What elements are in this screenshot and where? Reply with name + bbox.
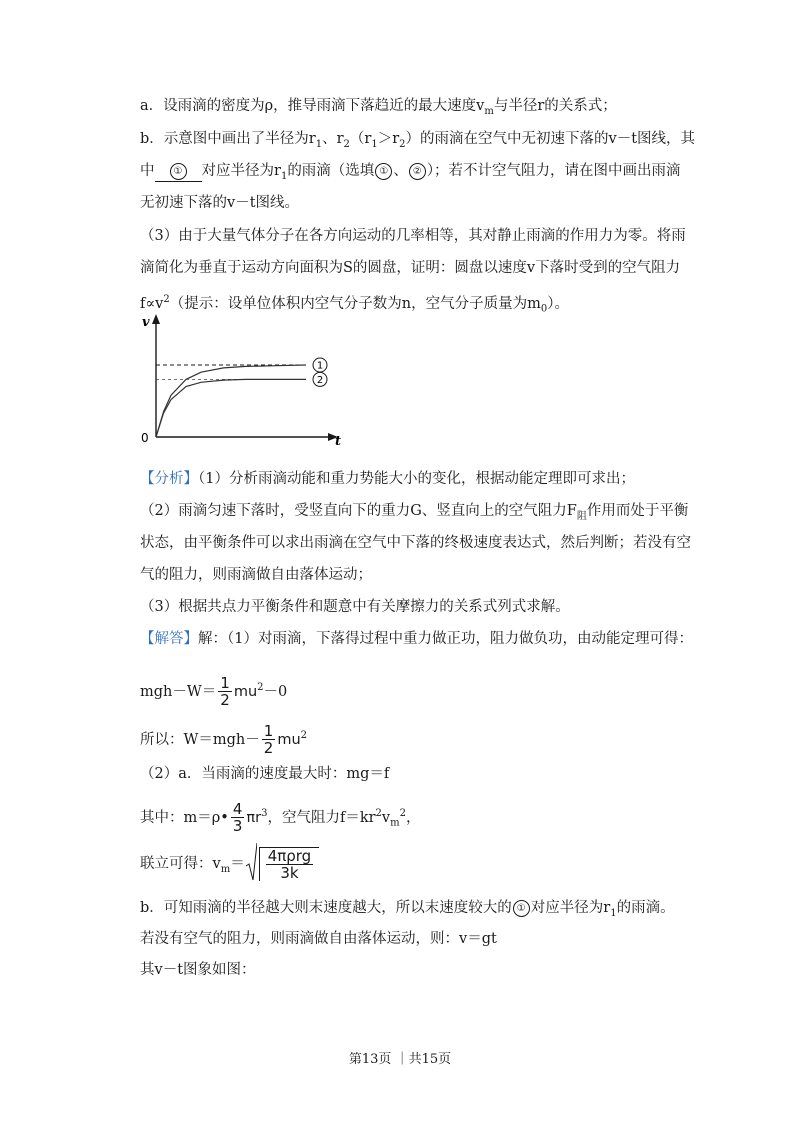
part-2b-line2: 若没有空气的阻力，则雨滴做自由落体运动，则：v＝gt [140, 931, 497, 947]
part-2b-line3: 其v－t图象如图： [140, 962, 256, 978]
curve-2-label [313, 372, 327, 386]
origin-label: 0 [141, 431, 149, 445]
part-2b-line1: b．可知雨滴的半径越大则末速度越大，所以末速度较大的 ① 对应半径为$r_1$的雨滴。 [140, 900, 675, 919]
equation-3: 其中：m＝ρ• $\frac{4}{3}$ $\pi r^3$，空气阻力$f=kr^2v_m^2$， [140, 800, 421, 836]
equation-2: 所以：W＝mgh－ $\frac{1}{2}$ $mu^2$ [140, 722, 308, 758]
analysis-line4: 气的阻力，则雨滴做自由落体运动； [140, 567, 372, 583]
question-3-line2: 滴简化为垂直于运动方向面积为S的圆盘，证明：圆盘以速度v下落时受到的空气阻力 [140, 260, 681, 276]
vt-chart [138, 314, 348, 449]
y-axis-arrow [152, 314, 160, 324]
page-footer: 第13页 ｜共15页 [348, 1052, 452, 1067]
question-b-line3: 无初速下落的v－t图线。 [140, 195, 300, 211]
sqrt-sign [245, 842, 257, 882]
analysis-line3: 状态，由平衡条件可以求出雨滴在空气中下落的终极速度表达式，然后判断；若没有空 [140, 535, 691, 551]
svg-text:2: 2 [316, 374, 324, 386]
analysis-line1: 【分析】（1）分析雨滴动能和重力势能大小的变化，根据动能定理即可求出； [140, 471, 635, 487]
analysis-line2: （2）雨滴匀速下落时，受竖直向下的重力G、竖直向上的空气阻力$F_阻$作用而处于平衡 [140, 503, 689, 522]
answer-blank: ① [155, 161, 202, 182]
question-b-line2: 中 ① 对应半径为$r_1$的雨滴（选填 ① 、 ② ）；若不计空气阻力，请在图中画出雨滴 [140, 163, 681, 182]
sqrt: $\frac{\text{4πρrg}}{3k}$ [245, 844, 322, 884]
part-2a: （2）a．当雨滴的速度最大时：mg＝f [140, 766, 390, 782]
equation-1: mgh－W＝ $\frac{1}{2}$ $mu^2-0$ [140, 674, 288, 710]
solution-line1: 【解答】解：（1）对雨滴，下落得过程中重力做正功，阻力做负功，由动能定理可得： [140, 631, 693, 647]
y-axis-label: v [142, 315, 150, 330]
question-b-line1: b．示意图中画出了半径为$r_1$、$r_2(r_1>r_2)$的雨滴在空气中无初速下落的v－t图线，其 [140, 131, 696, 150]
curve-1-label [313, 358, 327, 372]
question-a: a．设雨滴的密度为ρ，推导雨滴下落趋近的最大速度$v_m$与半径r的关系式； [140, 98, 617, 117]
x-axis-label: t [335, 434, 342, 449]
question-3-line1: （3）由于大量气体分子在各方向运动的几率相等，其对静止雨滴的作用力为零。将雨 [140, 228, 686, 244]
solution-tag: 【解答】 [140, 631, 198, 647]
svg-text:1: 1 [316, 360, 324, 372]
question-3-line3: $f\propto v^2$（提示：设单位体积内空气分子数为n，空气分子质量为$m_0$）。 [140, 294, 569, 315]
equation-4: 联立可得：$v_m=$ $\frac{\text{4πρrg}}{3k}$ [140, 844, 321, 890]
curve-1 [156, 365, 306, 437]
analysis-line5: （3）根据共点力平衡条件和题意中有关摩擦力的关系式列式求解。 [140, 599, 570, 615]
analysis-tag: 【分析】 [140, 471, 198, 487]
